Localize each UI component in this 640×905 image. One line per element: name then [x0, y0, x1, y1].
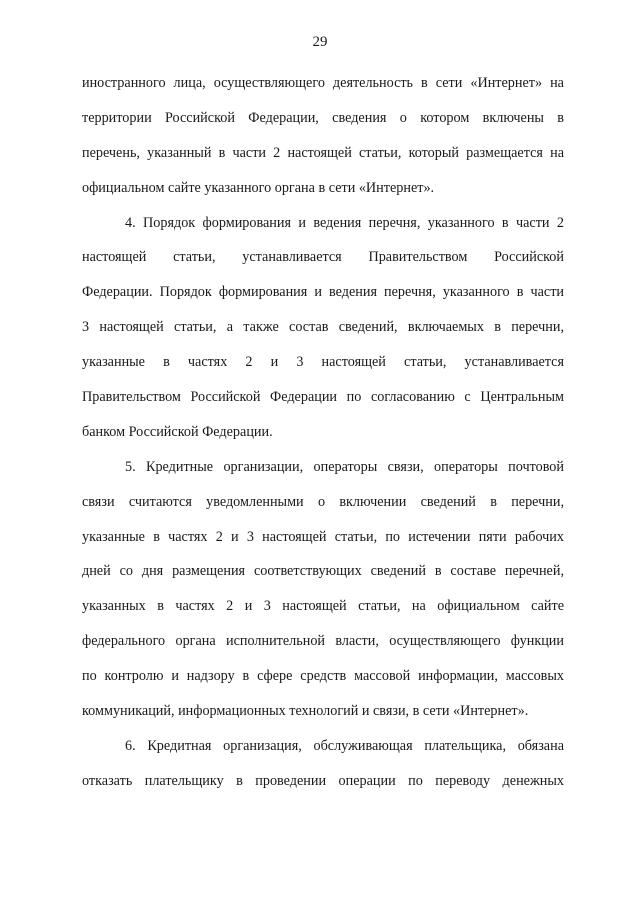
- text-line: 5. Кредитные организации, операторы связи, операторы почтовой: [125, 458, 564, 475]
- paragraph-item-4: [82, 206, 564, 450]
- text-line: официальном сайте указанного органа в сети «Интернет».: [82, 179, 435, 196]
- text-line: банком Российской Федерации.: [82, 423, 273, 440]
- text-line: 6. Кредитная организация, обслуживающая плательщика, обязана: [125, 737, 564, 754]
- text-line: перечень, указанный в части 2 настоящей статьи, который размещается на: [82, 144, 564, 161]
- text-line: указанных в частях 2 и 3 настоящей статьи, на официальном сайте: [82, 598, 564, 615]
- text-line: отказать плательщику в проведении операции по переводу денежных: [82, 772, 564, 789]
- text-line: указанные в частях 2 и 3 настоящей статьи, устанавливается: [82, 354, 564, 371]
- text-line: указанные в частях 2 и 3 настоящей статьи, по истечении пяти рабочих: [82, 528, 564, 545]
- paragraph-continuation: [82, 66, 564, 206]
- text-line: коммуникаций, информационных технологий и связи, в сети «Интернет».: [82, 703, 529, 720]
- text-line: территории Российской Федерации, сведения о котором включены в: [82, 109, 564, 126]
- text-line: связи считаются уведомленными о включении сведений в перечни,: [82, 493, 564, 510]
- text-line: Федерации. Порядок формирования и ведения перечня, указанного в части: [82, 284, 564, 301]
- text-line: по контролю и надзору в сфере средств массовой информации, массовых: [82, 668, 564, 685]
- text-line: Правительством Российской Федерации по согласованию с Центральным: [82, 389, 564, 406]
- text-line: иностранного лица, осуществляющего деятельность в сети «Интернет» на: [82, 75, 564, 91]
- text-line: федерального органа исполнительной власти, осуществляющего функции: [82, 633, 564, 650]
- text-line: 4. Порядок формирования и ведения перечня, указанного в части 2: [125, 214, 564, 231]
- document-body: [82, 66, 564, 799]
- text-line: дней со дня размещения соответствующих сведений в составе перечней,: [82, 563, 564, 580]
- paragraph-item-5: [82, 450, 564, 729]
- text-line: настоящей статьи, устанавливается Правительством Российской: [82, 249, 564, 266]
- paragraph-item-6: [82, 729, 564, 799]
- page-number: 29: [312, 34, 328, 50]
- text-line: 3 настоящей статьи, а также состав сведений, включаемых в перечни,: [82, 319, 564, 336]
